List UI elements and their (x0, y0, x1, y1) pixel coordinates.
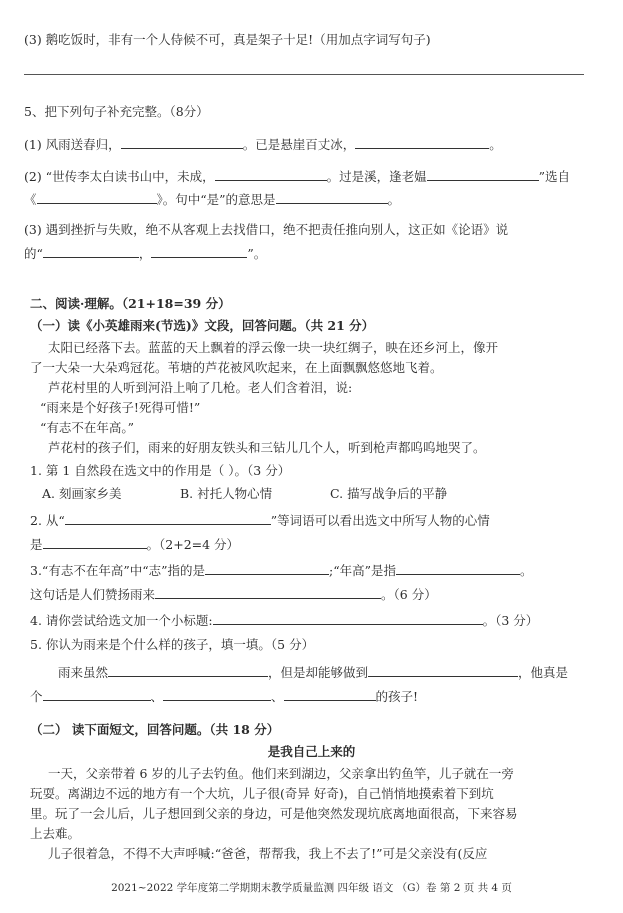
blank[interactable] (368, 664, 518, 677)
q5-sentence-3-line2: 的“ ， ”。 (24, 246, 267, 261)
reading-q2-line1: 2. 从“ ”等词语可以看出选文中所写人物的心情 (30, 513, 490, 528)
blank[interactable] (108, 664, 268, 677)
reading-q5-line2: 个 、 、 的孩子! (30, 689, 419, 704)
q5-sentence-3-line1: (3) 遇到挫折与失败，绝不从客观上去找借口，绝不把责任推向别人，这正如《论语》说 (24, 222, 509, 237)
blank[interactable] (427, 168, 539, 181)
blank[interactable] (151, 245, 247, 258)
blank[interactable] (43, 245, 139, 258)
reading-q1-option-a[interactable]: A. 刻画家乡美 (42, 486, 122, 501)
reading-q1: 1. 第 1 自然段在选文中的作用是（ ）。（3 分） (30, 463, 291, 478)
blank[interactable] (155, 586, 381, 599)
blank[interactable] (205, 562, 329, 575)
story-line: 上去难。 (30, 826, 81, 841)
blank[interactable] (396, 562, 520, 575)
blank[interactable] (284, 688, 376, 701)
reading-q5: 5. 你认为雨来是个什么样的孩子，填一填。（5 分） (30, 637, 315, 652)
section2-heading: 二、阅读·理解。（21+18=39 分） (30, 296, 231, 311)
blank[interactable] (65, 512, 271, 525)
passage-line: 了一大朵一大朵鸡冠花。苇塘的芦花被风吹起来，在上面飘飘悠悠地飞着。 (30, 360, 443, 375)
answer-line (24, 74, 584, 75)
reading-q4: 4. 请你尝试给选文加一个小标题: 。（3 分） (30, 613, 539, 628)
passage-line: “雨来是个好孩子!死得可惜!” (40, 400, 201, 415)
story-line: 里。玩了一会儿后，儿子想回到父亲的身边，可是他突然发现坑底离地面很高，下来容易 (30, 806, 518, 821)
passage-line: 太阳已经落下去。蓝蓝的天上飘着的浮云像一块一块红绸子，映在还乡河上，像开 (48, 340, 499, 355)
q5-sentence-1: (1) 风雨送春归， 。已是悬崖百丈冰， 。 (24, 137, 502, 152)
q5-sentence-2-line2: 《 》。句中“是”的意思是 。 (24, 192, 401, 207)
page-footer: 2021~2022 学年度第二学期期末教学质量监测 四年级 语文 （G）卷 第 2 页 共 4 页 (111, 882, 512, 894)
blank[interactable] (43, 688, 151, 701)
blank[interactable] (121, 136, 243, 149)
blank[interactable] (276, 191, 388, 204)
reading-q1-option-b[interactable]: B. 衬托人物心情 (180, 486, 273, 501)
blank[interactable] (163, 688, 271, 701)
reading-q3-line1: 3.“有志不在年高”中“志”指的是 ;“年高”是指 。 (30, 563, 533, 578)
part2-title: （二） 读下面短文，回答问题。（共 18 分） (30, 722, 280, 737)
reading-q3-line2: 这句话是人们赞扬雨来 。（6 分） (30, 587, 437, 602)
blank[interactable] (213, 612, 483, 625)
passage-line: 芦花村的孩子们，雨来的好朋友铁头和三钻儿几个人，听到枪声都呜呜地哭了。 (48, 440, 486, 455)
reading-q1-option-c[interactable]: C. 描写战争后的平静 (330, 486, 448, 501)
passage-line: “有志不在年高。” (40, 420, 135, 435)
story-line: 玩耍。离湖边不远的地方有一个大坑，儿子很(奇异 好奇)，自己悄悄地摸索着下到坑 (30, 786, 494, 801)
story-line: 一天，父亲带着 6 岁的儿子去钓鱼。他们来到湖边，父亲拿出钓鱼竿，儿子就在一旁 (48, 766, 514, 781)
reading-q2-line2: 是 。（2+2=4 分） (30, 537, 240, 552)
q5-sentence-2-line1: (2) “世传李太白读书山中，未成， 。过是溪，逢老媪 ”选自 (24, 169, 570, 184)
q5-heading: 5、把下列句子补充完整。（8分） (24, 104, 209, 119)
question-4-3: (3) 鹅吃饭时，非有一个人侍候不可，真是架子十足!（用加点字词写句子) (24, 32, 431, 47)
story-title: 是我自己上来的 (267, 744, 356, 759)
blank[interactable] (37, 191, 157, 204)
story-line: 儿子很着急，不得不大声呼喊:“爸爸，帮帮我，我上不去了!”可是父亲没有(反应 (48, 846, 488, 861)
passage-line: 芦花村里的人听到河沿上响了几枪。老人们含着泪，说: (48, 380, 353, 395)
part1-title: （一）读《小英雄雨来(节选)》文段，回答问题。（共 21 分） (30, 318, 375, 333)
blank[interactable] (43, 536, 147, 549)
reading-q5-line1: 雨来虽然 ，但是却能够做到 ，他真是 (58, 665, 569, 680)
blank[interactable] (355, 136, 489, 149)
blank[interactable] (215, 168, 327, 181)
